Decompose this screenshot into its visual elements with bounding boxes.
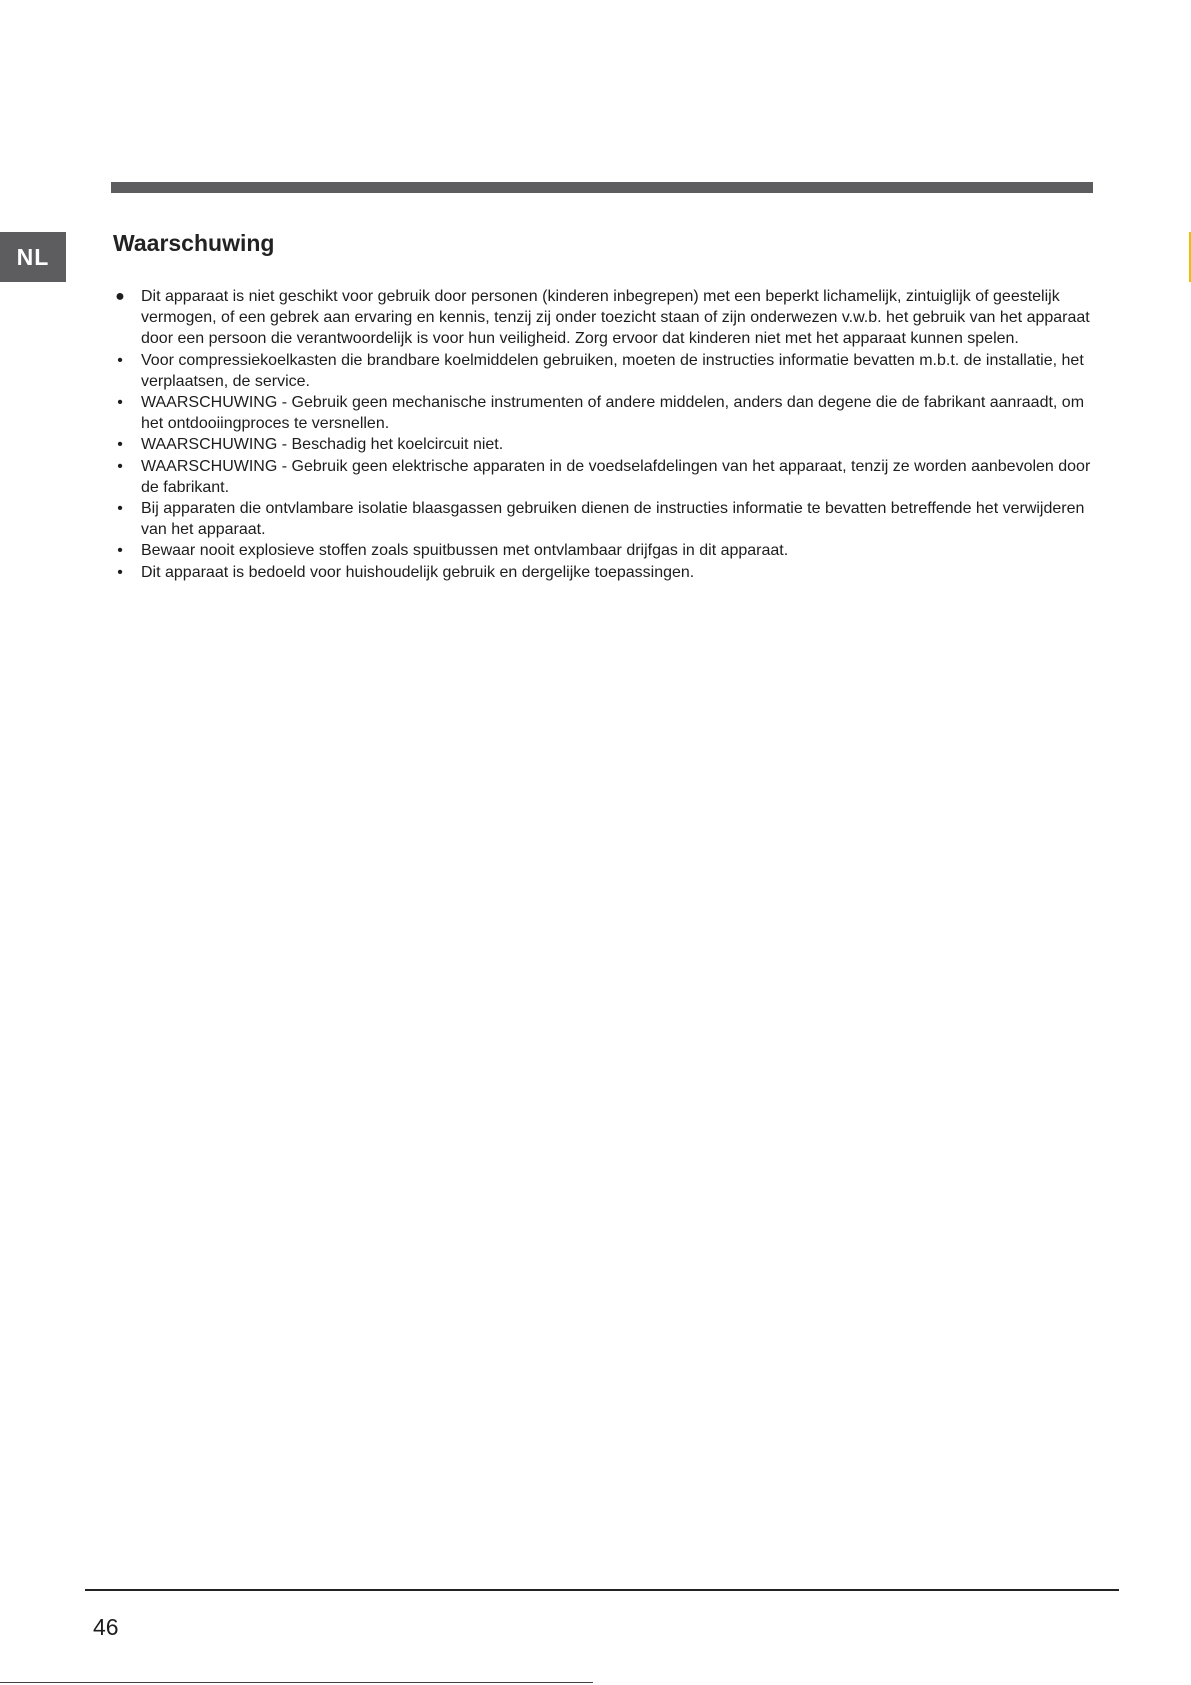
warning-text: Dit apparaat is bedoeld voor huishoudelijk gebruik en dergelijke toepassingen. bbox=[141, 563, 695, 581]
warning-item bbox=[113, 456, 1093, 498]
bullet-icon: • bbox=[117, 563, 123, 581]
warning-text: WAARSCHUWING - Gebruik geen elektrische apparaten in de voedselafdelingen van het apparaat, tenzij ze worden aanbevolen door de fabrikant. bbox=[141, 457, 1091, 496]
warning-item bbox=[113, 498, 1093, 540]
footer-divider bbox=[85, 1589, 1119, 1591]
warning-text: WAARSCHUWING - Beschadig het koelcircuit niet. bbox=[141, 436, 504, 454]
bullet-icon: • bbox=[117, 351, 123, 369]
bullet-icon: • bbox=[117, 457, 123, 475]
header-divider-bar bbox=[111, 182, 1093, 193]
language-tab bbox=[0, 232, 66, 282]
crop-mark-line bbox=[0, 1682, 593, 1683]
warning-text: WAARSCHUWING - Gebruik geen mechanische instrumenten of andere middelen, anders dan degene die de fabrikant aanraadt, om het ontdooiingproces te versnellen. bbox=[141, 394, 1085, 433]
bullet-icon: • bbox=[117, 542, 123, 560]
language-tab-label: NL bbox=[16, 243, 50, 270]
bullet-icon: • bbox=[117, 500, 123, 518]
bullet-icon: ● bbox=[115, 288, 125, 305]
warning-text: Bij apparaten die ontvlambare isolatie blaasgassen gebruiken dienen de instructies informatie te bevatten betreffende het verwijderen van het apparaat. bbox=[141, 500, 1085, 539]
warning-item bbox=[113, 434, 1093, 455]
warning-item bbox=[113, 286, 1093, 350]
bullet-icon: • bbox=[117, 436, 123, 454]
section-title: Waarschuwing bbox=[113, 230, 275, 256]
warning-list bbox=[113, 286, 1093, 583]
bullet-icon: • bbox=[117, 394, 123, 412]
warning-text: Voor compressiekoelkasten die brandbare koelmiddelen gebruiken, moeten de instructies informatie bevatten m.b.t. de installatie, het verplaatsen, de service. bbox=[141, 351, 1084, 390]
warning-text: Bewaar nooit explosieve stoffen zoals spuitbussen met ontvlambaar drijfgas in dit apparaat. bbox=[141, 542, 789, 560]
warning-item bbox=[113, 350, 1093, 392]
warning-item bbox=[113, 392, 1093, 434]
warning-text: Dit apparaat is niet geschikt voor gebruik door personen (kinderen inbegrepen) met een beperkt lichamelijk, zintuiglijk of geestelijk vermogen, of een gebrek aan ervaring en kennis, tenzij zij onder toezicht staan of zijn onderwezen v.w.b. het gebruik van het apparaat door een persoon die verantwoordelijk is voor hun veiligheid. Zorg ervoor dat kinderen niet met het apparaat kunnen spelen. bbox=[141, 288, 1090, 348]
warning-item bbox=[113, 562, 1093, 583]
page-number: 46 bbox=[93, 1614, 119, 1640]
warning-item bbox=[113, 540, 1093, 561]
